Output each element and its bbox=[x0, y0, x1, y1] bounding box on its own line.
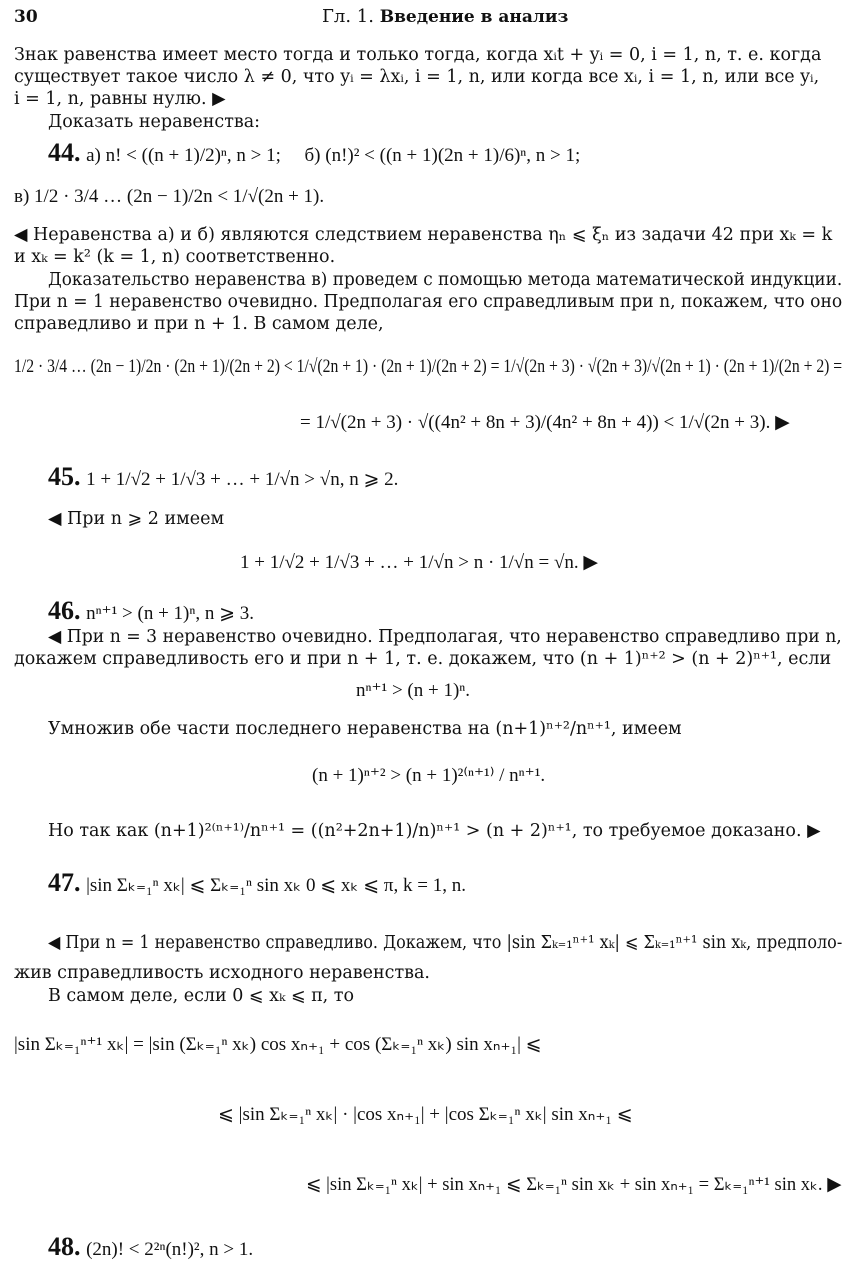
problem-44-statement bbox=[48, 138, 580, 171]
problem-46-equation-2: (n + 1)ⁿ⁺² > (n + 1)²⁽ⁿ⁺¹⁾ / nⁿ⁺¹. bbox=[312, 765, 546, 786]
problem-46-solution-4: Но так как (n+1)²⁽ⁿ⁺¹⁾/nⁿ⁺¹ = ((n²+2n+1)/n)ⁿ⁺¹ > (n + 2)ⁿ⁺¹, то требуемое доказано. ▶ bbox=[48, 821, 821, 841]
page-number: 30 bbox=[14, 7, 38, 27]
problem-46-inequality: nⁿ⁺¹ > (n + 1)ⁿ, n ⩾ 3. bbox=[86, 603, 255, 624]
problem-48-statement bbox=[48, 1232, 253, 1265]
problem-45-equation: 1 + 1/√2 + 1/√3 + … + 1/√n > n · 1/√n = √n. ▶ bbox=[240, 552, 598, 573]
problem-44-solution-4: При n = 1 неравенство очевидно. Предполагая его справедливым при n, покажем, что оно bbox=[14, 292, 843, 312]
problem-46-solution-3: Умножив обе части последнего неравенства на (n+1)ⁿ⁺²/nⁿ⁺¹, имеем bbox=[48, 719, 682, 739]
problem-47-inequality: |sin Σₖ₌₁ⁿ xₖ| ⩽ Σₖ₌₁ⁿ sin xₖ 0 ⩽ xₖ ⩽ π, k = 1, n. bbox=[86, 875, 466, 896]
intro-line-1: Знак равенства имеет место тогда и только тогда, когда xᵢt + yᵢ = 0, i = 1, n, т. е. когда bbox=[14, 45, 822, 65]
problem-44-part-c: в) 1/2 · 3/4 … (2n − 1)/2n < 1/√(2n + 1). bbox=[14, 186, 325, 207]
problem-47-solution-2: жив справедливость исходного неравенства. bbox=[14, 963, 430, 983]
problem-46-number: 46. bbox=[48, 596, 81, 625]
problem-47-statement bbox=[48, 868, 466, 901]
running-header-title: Введение в анализ bbox=[379, 7, 569, 27]
problem-47-equation-1: |sin Σₖ₌₁ⁿ⁺¹ xₖ| = |sin (Σₖ₌₁ⁿ xₖ) cos xₙ₊₁ + cos (Σₖ₌₁ⁿ xₖ) sin xₙ₊₁| ⩽ bbox=[14, 1034, 542, 1055]
problem-46-solution-1: ◀ При n = 3 неравенство очевидно. Предполагая, что неравенство справедливо при n, bbox=[48, 627, 842, 647]
problem-44-equation-1: 1/2 · 3/4 … (2n − 1)/2n · (2n + 1)/(2n + 2) < 1/√(2n + 1) · (2n + 1)/(2n + 2) = 1/√(2n + 3) · √(2n + 3)/√(2n + 1) · (2n + 1)/(2n + 2) = bbox=[14, 356, 843, 377]
intro-line-3: i = 1, n, равны нулю. ▶ bbox=[14, 89, 226, 109]
problem-44-solution-3: Доказательство неравенства в) проведем с помощью метода математической индукции. bbox=[48, 270, 843, 290]
problem-48-inequality: (2n)! < 2²ⁿ(n!)², n > 1. bbox=[86, 1239, 254, 1260]
problem-47-solution-1: ◀ При n = 1 неравенство справедливо. Докажем, что |sin Σₖ₌₁ⁿ⁺¹ xₖ| ⩽ Σₖ₌₁ⁿ⁺¹ sin xₖ, предполо- bbox=[48, 933, 843, 953]
problem-47-equation-3: ⩽ |sin Σₖ₌₁ⁿ xₖ| + sin xₙ₊₁ ⩽ Σₖ₌₁ⁿ sin xₖ + sin xₙ₊₁ = Σₖ₌₁ⁿ⁺¹ sin xₖ. ▶ bbox=[306, 1174, 842, 1195]
problem-46-statement bbox=[48, 596, 254, 629]
problem-47-solution-3: В самом деле, если 0 ⩽ xₖ ⩽ π, то bbox=[48, 986, 355, 1006]
problem-46-solution-2: докажем справедливость его и при n + 1, т. е. докажем, что (n + 1)ⁿ⁺² > (n + 2)ⁿ⁺¹, если bbox=[14, 649, 832, 669]
problem-47-number: 47. bbox=[48, 868, 81, 897]
problem-48-number: 48. bbox=[48, 1232, 81, 1261]
prove-heading: Доказать неравенства: bbox=[48, 112, 261, 132]
problem-44-number: 44. bbox=[48, 138, 81, 167]
problem-44-solution-1: ◀ Неравенства а) и б) являются следствием неравенства ηₙ ⩽ ξₙ из задачи 42 при xₖ = k bbox=[14, 225, 833, 245]
problem-45-statement bbox=[48, 462, 398, 495]
running-header bbox=[322, 6, 568, 28]
problem-45-solution-1: ◀ При n ⩾ 2 имеем bbox=[48, 509, 225, 529]
problem-44-solution-2: и xₖ = k² (k = 1, n) соответственно. bbox=[14, 247, 336, 267]
problem-44-part-a: а) n! < ((n + 1)/2)ⁿ, n > 1; bbox=[86, 145, 281, 166]
problem-44-equation-2: = 1/√(2n + 3) · √((4n² + 8n + 3)/(4n² + 8n + 4)) < 1/√(2n + 3). ▶ bbox=[300, 412, 790, 433]
problem-46-equation-1: nⁿ⁺¹ > (n + 1)ⁿ. bbox=[356, 680, 471, 701]
problem-44-solution-5: справедливо и при n + 1. В самом деле, bbox=[14, 314, 384, 334]
problem-44-part-b: б) (n!)² < ((n + 1)(2n + 1)/6)ⁿ, n > 1; bbox=[304, 145, 581, 166]
intro-line-2: существует такое число λ ≠ 0, что yᵢ = λxᵢ, i = 1, n, или когда все xᵢ, i = 1, n, или все yᵢ, bbox=[14, 67, 820, 87]
problem-47-equation-2: ⩽ |sin Σₖ₌₁ⁿ xₖ| · |cos xₙ₊₁| + |cos Σₖ₌₁ⁿ xₖ| sin xₙ₊₁ ⩽ bbox=[218, 1104, 633, 1125]
running-header-prefix: Гл. 1. bbox=[322, 6, 374, 27]
problem-45-inequality: 1 + 1/√2 + 1/√3 + … + 1/√n > √n, n ⩾ 2. bbox=[86, 469, 399, 490]
problem-45-number: 45. bbox=[48, 462, 81, 491]
